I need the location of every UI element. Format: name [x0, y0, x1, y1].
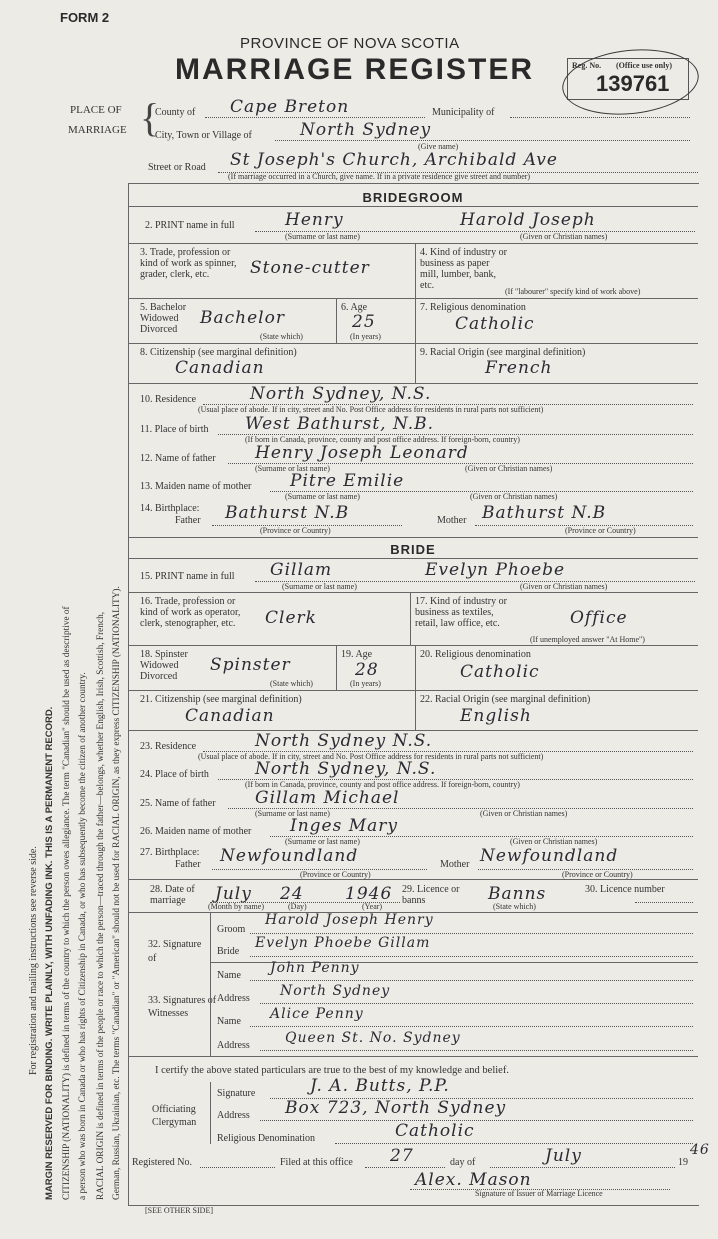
bride-industry: Office	[570, 608, 628, 628]
bride-trade-label: 16. Trade, profession or kind of work as operator, clerk, stenographer, etc.	[140, 596, 241, 629]
street-value: St Joseph's Church, Archibald Ave	[230, 150, 558, 170]
city-value: North Sydney	[300, 120, 432, 140]
reg-no-note: (Office use only)	[616, 61, 672, 70]
w1-name-label: Name	[217, 970, 241, 981]
give-name-note: (Give name)	[418, 142, 459, 151]
groom-name-label: 2. PRINT name in full	[145, 220, 235, 231]
margin-note-1: For registration and mailing instructions see reverse side.	[28, 846, 39, 1075]
county-value: Cape Breton	[230, 97, 350, 117]
bride-bp-father-label: Father	[175, 859, 201, 870]
w1-address-label: Address	[217, 993, 250, 1004]
groom-bp-mother-label: Mother	[437, 515, 467, 526]
filed-year-prefix: 19	[678, 1157, 688, 1168]
bride-residence: North Sydney N.S.	[255, 731, 433, 751]
bride-birth-label: 24. Place of birth	[140, 769, 209, 780]
groom-age: 25	[352, 312, 376, 332]
bride-mother-label: 26. Maiden name of mother	[140, 826, 252, 837]
registered-no-label: Registered No.	[132, 1157, 192, 1168]
groom-father-label: 12. Name of father	[140, 453, 216, 464]
groom-residence-label: 10. Residence	[140, 394, 197, 405]
groom-signature: Harold Joseph Henry	[265, 912, 434, 928]
marriage-year: 1946	[345, 884, 393, 904]
street-label: Street or Road	[148, 162, 206, 173]
groom-mother-label: 13. Maiden name of mother	[140, 481, 252, 492]
licence-label: 29. Licence or banns	[402, 884, 460, 906]
bride-citizenship: Canadian	[185, 706, 275, 726]
groom-surname: Henry	[285, 210, 344, 230]
witness-label: 33. Signatures of Witnesses	[148, 995, 217, 1019]
groom-residence-note: (Usual place of abode. If in city, street and No. Post Office address for residents in rural parts not sufficient)	[198, 405, 544, 414]
groom-given: Harold Joseph	[460, 210, 596, 230]
groom-father-note-1: (Surname or last name)	[255, 464, 330, 473]
marriage-label: MARRIAGE	[68, 124, 127, 136]
groom-father: Henry Joseph Leonard	[255, 443, 469, 463]
groom-mother: Pitre Emilie	[290, 471, 405, 491]
groom-bp-father: Bathurst N.B	[225, 503, 350, 523]
bride-signature: Evelyn Phoebe Gillam	[255, 935, 431, 951]
groom-industry-note: (If "labourer" specify kind of work above)	[505, 287, 641, 296]
margin-note-3: CITIZENSHIP (NATIONALITY) is defined in terms of the country to which the person owes allegiance. The term "Canadian" should be used as descriptive of	[62, 606, 72, 1200]
groom-citizenship-label: 8. Citizenship (see marginal definition)	[140, 347, 297, 358]
bride-status-label: 18. Spinster Widowed Divorced	[140, 649, 188, 682]
groom-religion: Catholic	[455, 314, 535, 334]
margin-note-6: German, Russian, Ukrainian, etc. The terms "Canadian" or "American" should not be used for RACIAL ORIGIN, as they express CITIZENSHIP (NATIONALITY).	[112, 586, 122, 1200]
groom-bp-label: 14. Birthplace:	[140, 503, 200, 514]
groom-residence: North Sydney, N.S.	[250, 384, 432, 404]
page-title: MARRIAGE REGISTER	[175, 53, 535, 86]
bride-age-label: 19. Age	[341, 649, 373, 660]
groom-religion-label: 7. Religious denomination	[420, 302, 526, 313]
bride-religion: Catholic	[460, 662, 540, 682]
filed-label: Filed at this office	[280, 1157, 353, 1168]
clergy-religion-label: Religious Denomination	[217, 1133, 316, 1144]
groom-age-note: (In years)	[350, 332, 381, 341]
bride-residence-note: (Usual place of abode. If in city, street and No. Post Office address for residents in rural parts not sufficient)	[198, 752, 544, 761]
bride-citizenship-label: 21. Citizenship (see marginal definition)	[140, 694, 302, 705]
w2-address: Queen St. No. Sydney	[285, 1030, 461, 1046]
groom-industry-label: 4. Kind of industry or business as paper mill, lumber, bank, etc.	[420, 247, 507, 291]
groom-trade: Stone-cutter	[250, 258, 370, 278]
clergy-address-label: Address	[217, 1110, 250, 1121]
form-number: FORM 2	[60, 10, 110, 25]
filed-month: July	[545, 1146, 582, 1166]
clergy-signature: J. A. Butts, P.P.	[310, 1076, 450, 1096]
bride-birth: North Sydney, N.S.	[255, 759, 437, 779]
see-other-side: [SEE OTHER SIDE]	[145, 1206, 213, 1215]
place-of-label: PLACE OF	[70, 104, 122, 116]
bride-father-label: 25. Name of father	[140, 798, 216, 809]
bride-father: Gillam Michael	[255, 788, 400, 808]
marriage-date-label: 28. Date of marriage	[150, 884, 195, 906]
bride-status-note: (State which)	[270, 679, 313, 688]
marriage-day: 24	[280, 884, 304, 904]
groom-birth: West Bathurst, N.B.	[245, 414, 435, 434]
bride-bp-mother: Newfoundland	[480, 846, 619, 866]
reg-no-label: Reg. No.	[572, 61, 602, 70]
bride-trade: Clerk	[265, 608, 317, 628]
city-label: City, Town or Village of	[155, 130, 252, 141]
issuer-label: Signature of Issuer of Marriage Licence	[475, 1189, 603, 1198]
bride-age: 28	[355, 660, 379, 680]
groom-bp-mother: Bathurst N.B	[482, 503, 607, 523]
groom-trade-label: 3. Trade, profession or kind of work as spinner, grader, clerk, etc.	[140, 247, 237, 280]
w2-name: Alice Penny	[270, 1006, 364, 1022]
clergy-signature-label: Signature	[217, 1088, 256, 1099]
filed-year: 46	[690, 1142, 710, 1158]
bride-status: Spinster	[210, 655, 291, 675]
groom-father-note-2: (Given or Christian names)	[465, 464, 553, 473]
filed-day: 27	[390, 1146, 414, 1166]
province-title: PROVINCE OF NOVA SCOTIA	[240, 35, 460, 52]
licence-note: (State which)	[493, 902, 536, 911]
bride-industry-note: (If unemployed answer "At Home")	[530, 635, 645, 644]
bride-bp-father: Newfoundland	[220, 846, 359, 866]
groom-bp-father-note: (Province or Country)	[260, 526, 331, 535]
bride-religion-label: 20. Religious denomination	[420, 649, 531, 660]
groom-given-note: (Given or Christian names)	[520, 232, 608, 241]
groom-origin: French	[485, 358, 553, 378]
groom-status: Bachelor	[200, 308, 285, 328]
marriage-month: July	[215, 884, 252, 904]
bride-sig-label: Bride	[217, 946, 240, 957]
marriage-year-note: (Year)	[362, 902, 383, 911]
groom-origin-label: 9. Racial Origin (see marginal definition)	[420, 347, 586, 358]
bridegroom-heading: BRIDEGROOM	[362, 190, 464, 205]
groom-status-label: 5. Bachelor Widowed Divorced	[140, 302, 187, 335]
bride-industry-label: 17. Kind of industry or business as textiles, retail, law office, etc.	[415, 596, 507, 629]
marriage-month-note: (Month by name)	[208, 902, 264, 911]
groom-mother-note-1: (Surname or last name)	[285, 492, 360, 501]
signature-of-label: 32. Signature of	[148, 939, 202, 964]
bride-mother-note-2: (Given or Christian names)	[510, 837, 598, 846]
w2-name-label: Name	[217, 1016, 241, 1027]
marriage-day-note: (Day)	[288, 902, 307, 911]
w1-address: North Sydney	[280, 983, 391, 999]
bride-origin-label: 22. Racial Origin (see marginal definition)	[420, 694, 591, 705]
bride-bp-mother-label: Mother	[440, 859, 470, 870]
bride-bp-father-note: (Province or Country)	[300, 870, 371, 879]
bride-origin: English	[460, 706, 532, 726]
bride-name-label: 15. PRINT name in full	[140, 571, 235, 582]
bride-residence-label: 23. Residence	[140, 741, 197, 752]
margin-note-4: a person who was born in Canada or who has rights of Citizenship in Canada, or who has subsequently become the citizen of another country.	[78, 672, 88, 1200]
bride-father-note-2: (Given or Christian names)	[480, 809, 568, 818]
bride-given-note: (Given or Christian names)	[520, 582, 608, 591]
groom-status-note: (State which)	[260, 332, 303, 341]
groom-citizenship: Canadian	[175, 358, 265, 378]
bride-mother: Inges Mary	[290, 816, 399, 836]
municipality-label: Municipality of	[432, 107, 495, 118]
w2-address-label: Address	[217, 1040, 250, 1051]
reg-no-circle-mark	[559, 43, 702, 121]
bride-surname: Gillam	[270, 560, 333, 580]
bride-given: Evelyn Phoebe	[425, 560, 566, 580]
clergy-address: Box 723, North Sydney	[285, 1098, 507, 1118]
groom-age-label: 6. Age	[341, 302, 368, 313]
bride-bp-mother-note: (Province or Country)	[562, 870, 633, 879]
bride-bp-label: 27. Birthplace:	[140, 847, 200, 858]
licence-number-label: 30. Licence number	[585, 884, 665, 895]
bride-mother-note-1: (Surname or last name)	[285, 837, 360, 846]
bride-age-note: (In years)	[350, 679, 381, 688]
day-of-label: day of	[450, 1157, 476, 1168]
groom-mother-note-2: (Given or Christian names)	[470, 492, 558, 501]
margin-note-2: MARGIN RESERVED FOR BINDING. WRITE PLAINLY, WITH UNFADING INK. THIS IS A PERMANENT RECORD.	[44, 706, 55, 1200]
bride-father-note-1: (Surname or last name)	[255, 809, 330, 818]
certify-text: I certify the above stated particulars are true to the best of my knowledge and belief.	[155, 1065, 509, 1076]
licence-value: Banns	[488, 884, 547, 904]
w1-name: John Penny	[270, 960, 360, 976]
bride-heading: BRIDE	[390, 542, 436, 557]
issuer-signature: Alex. Mason	[415, 1170, 532, 1190]
groom-bp-mother-note: (Province or Country)	[565, 526, 636, 535]
groom-birth-label: 11. Place of birth	[140, 424, 209, 435]
groom-bp-father-label: Father	[175, 515, 201, 526]
clergy-label: Officiating Clergyman	[152, 1104, 197, 1128]
reg-no-value: 139761	[596, 71, 670, 96]
margin-note-5: RACIAL ORIGIN is defined in terms of the people or race to which the person—traced through the father—belongs, whether English, Irish, Scottish, French,	[96, 611, 106, 1200]
bride-surname-note: (Surname or last name)	[282, 582, 357, 591]
street-note: (If marriage occurred in a Church, give name. If in a private residence give street and number)	[228, 172, 531, 181]
county-label: County of	[155, 107, 196, 118]
groom-surname-note: (Surname or last name)	[285, 232, 360, 241]
groom-sig-label: Groom	[217, 924, 246, 935]
clergy-religion: Catholic	[395, 1121, 475, 1141]
brace: {	[140, 95, 160, 140]
bride-birth-note: (If born in Canada, province, county and post office address. If foreign-born, country)	[245, 780, 520, 789]
groom-birth-note: (If born in Canada, province, county and post office address. If foreign-born, country)	[245, 435, 520, 444]
